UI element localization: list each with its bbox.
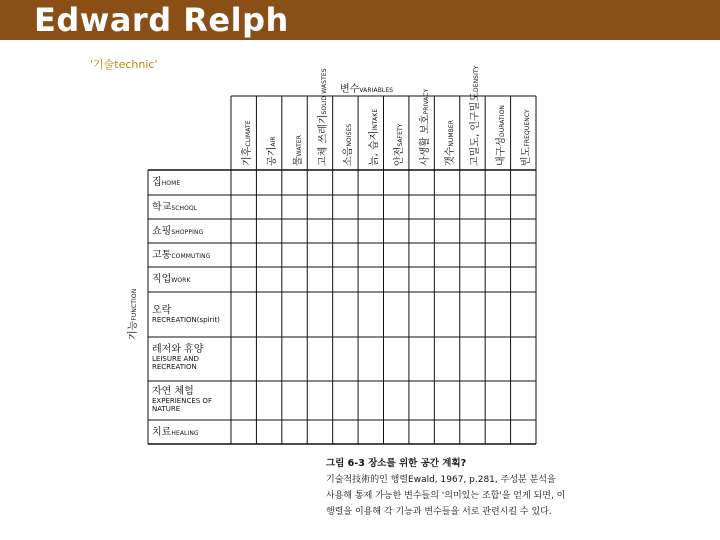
column-header: [289, 135, 304, 166]
row-label-en: SCHOOL: [171, 204, 198, 212]
slide-title: Edward Relph: [34, 1, 289, 39]
row-label-sub: LEISURE AND RECREATION: [152, 355, 199, 371]
row-label-en: HOME: [161, 180, 181, 187]
column-header-en: AIR: [270, 136, 278, 147]
row-label: [152, 226, 203, 238]
row-label: [152, 202, 197, 214]
row-label-ko: 자연 체험: [152, 385, 194, 397]
row-label-sub: EXPERIENCES OF NATURE: [152, 396, 212, 413]
row-label-ko: 집: [152, 177, 162, 188]
row-label-ko: 고통: [152, 249, 172, 261]
column-header: [263, 136, 278, 166]
column-header-en: CLIMATE: [244, 120, 252, 147]
figure-caption: [326, 456, 566, 520]
row-label-en: HEALING: [171, 429, 199, 437]
column-header-ko: 물: [292, 156, 304, 166]
column-header: [466, 66, 481, 167]
column-header-ko: 공기: [267, 146, 279, 166]
column-header-ko: 안전: [394, 146, 406, 166]
column-header-en: INTAKE: [371, 108, 379, 131]
row-label: [152, 427, 199, 439]
column-header-en: WATER: [295, 134, 303, 157]
column-header-ko: 기후: [241, 146, 253, 166]
row-label-ko: 치료: [152, 426, 172, 438]
column-header-ko: 소음: [343, 146, 355, 166]
column-header-en: DURATION: [498, 104, 506, 138]
column-header-en: FREQUENCY: [524, 109, 532, 147]
column-header-en: SAFETY: [397, 123, 405, 147]
row-label: [152, 386, 212, 413]
column-header-en: DENSITY: [473, 65, 481, 93]
column-header: [314, 68, 329, 166]
caption-heading: 그림 6-3 장소를 위한 공간 계획?: [326, 458, 467, 469]
column-header: [517, 109, 532, 166]
column-header: [238, 120, 253, 166]
column-header-ko: 빈도: [521, 146, 533, 166]
column-header-ko: 고밀도, 인구밀도: [470, 92, 482, 166]
row-label: [152, 344, 212, 371]
column-header-en: PRIVACY: [422, 88, 430, 115]
row-label: [152, 177, 180, 189]
column-header: [416, 89, 431, 166]
column-header-ko: 고체 쓰레기: [317, 114, 329, 166]
row-label-en: SHOPPING: [171, 228, 204, 236]
column-header: [390, 123, 405, 166]
row-label-ko: 오락: [152, 304, 172, 316]
row-label-en: COMMUTING: [171, 252, 211, 260]
row-label: [152, 304, 220, 324]
column-header-ko: 늙, 습지: [368, 130, 380, 166]
column-header-en: NOISES: [346, 123, 354, 147]
column-header: [492, 105, 507, 166]
column-header: [339, 124, 354, 166]
column-header-ko: 갯수: [445, 146, 457, 166]
variables-title-en: VARIABLES: [359, 87, 394, 94]
column-header-ko: 내구성: [495, 137, 507, 166]
caption-body: 기술적技術的인 행렬Ewald, 1967, p.281, 주성분 분석을 사용해 통제 가능한 변수들의 '의미있는 조합'을 얻게 되면, 이 행렬을 이용해 각 기능과 변수들을 서로 관련시킬 수 있다.: [326, 475, 566, 517]
row-label: [152, 274, 191, 286]
row-label-ko: 레저와 휴양: [152, 344, 204, 355]
variables-title-ko: 변수: [340, 84, 360, 95]
function-axis-en: FUNCTION: [131, 288, 138, 321]
column-header: [365, 109, 380, 166]
row-label-ko: 직업: [152, 274, 172, 285]
row-label: [152, 250, 210, 262]
column-header-ko: 사생활 보호: [419, 114, 431, 166]
row-label-sub: RECREATION(spirit): [152, 315, 220, 324]
column-header-en: SOLID WASTES: [320, 68, 328, 115]
row-label-ko: 학교: [152, 201, 172, 213]
column-header: [441, 120, 456, 166]
row-label-ko: 쇼핑: [152, 225, 172, 237]
row-label-en: WORK: [171, 277, 191, 284]
slide-subtitle: '기술technic': [90, 58, 158, 71]
column-header-en: NUMBER: [448, 119, 456, 147]
function-axis-ko: 기능: [128, 320, 139, 340]
